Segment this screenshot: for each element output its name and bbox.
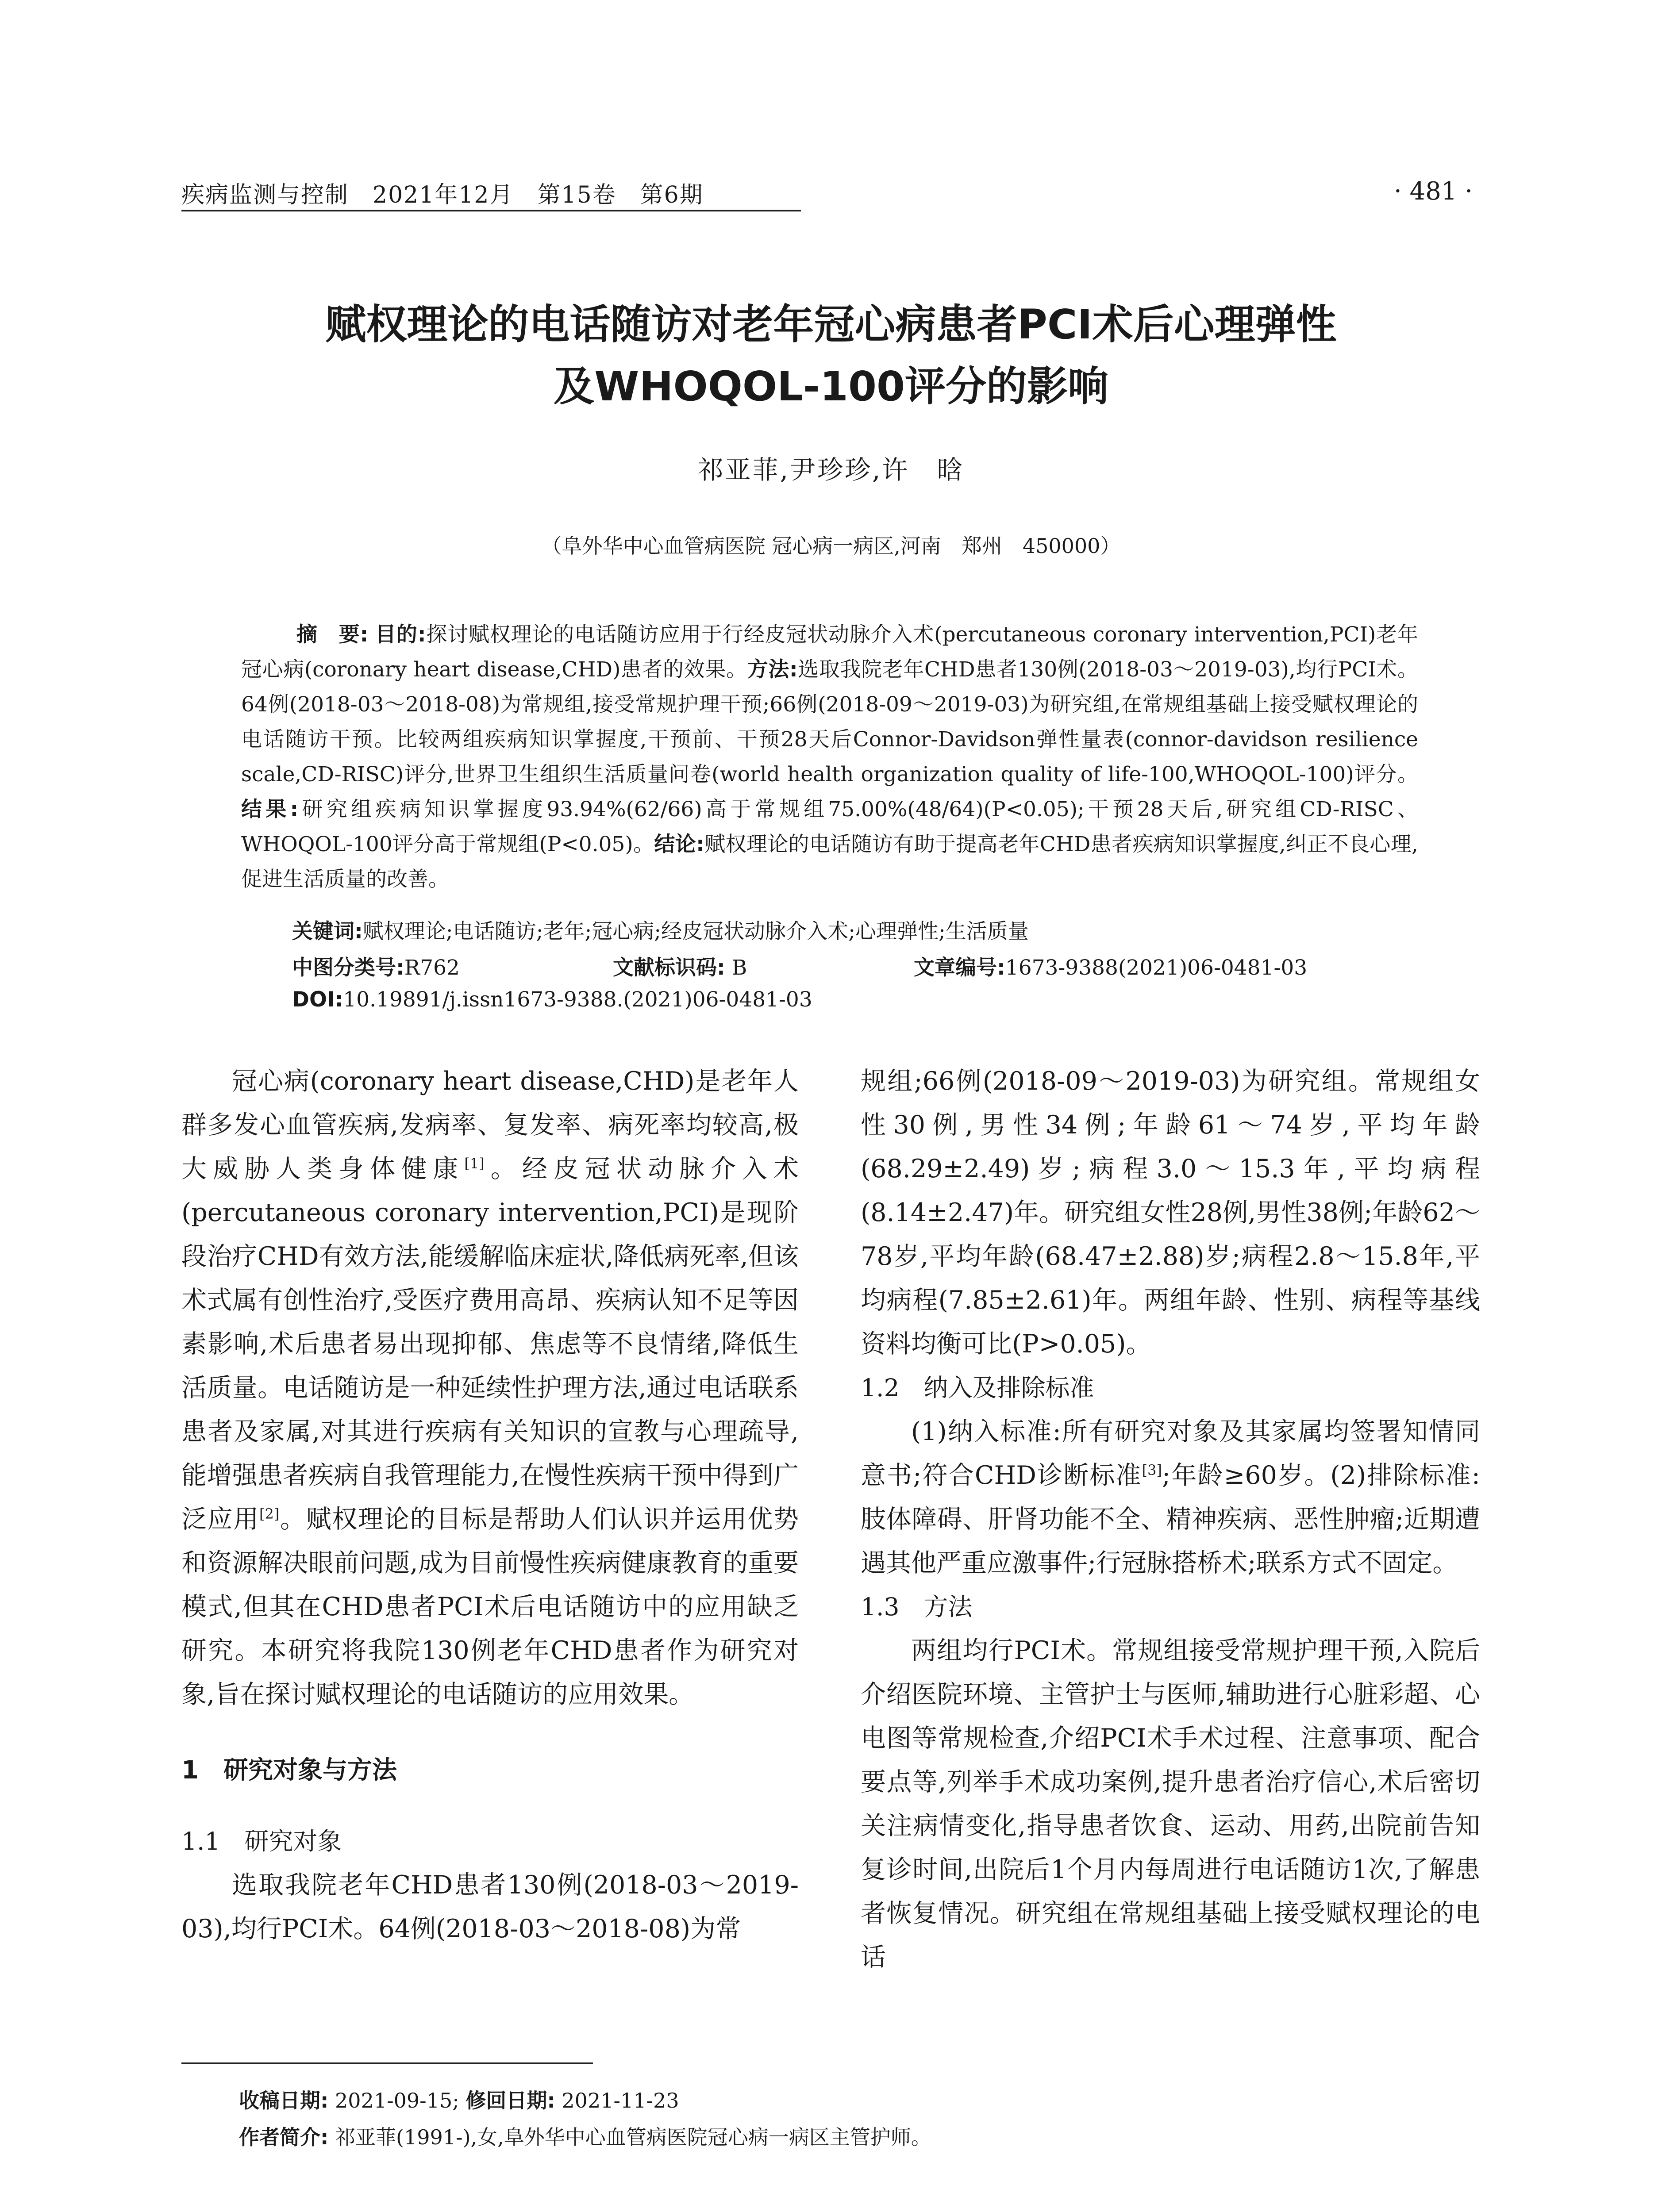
clc-value: R762: [404, 956, 460, 980]
doi-value: 10.19891/j.issn1673-9388.(2021)06-0481-03: [343, 987, 812, 1012]
section-1-2-heading: 1.2 纳入及排除标准: [861, 1374, 1094, 1402]
conclusion-text: 赋权理论的电话随访有助于提高老年CHD患者疾病知识掌握度,纠正不良心理,促进生活质量的改善。: [241, 832, 1418, 891]
citation-2[interactable]: [2]: [259, 1505, 280, 1522]
criteria-text-a: (1)纳入标准:所有研究对象及其家属均签署知情同意书;符合CHD诊断标准: [861, 1417, 1480, 1490]
clc-row: [292, 951, 460, 981]
citation-3[interactable]: [3]: [1142, 1462, 1162, 1479]
section-1-1-heading: 1.1 研究对象: [181, 1827, 342, 1855]
doi-label: DOI:: [292, 987, 343, 1012]
article-title-line2: 及WHOQOL-100评分的影响: [554, 363, 1108, 410]
results-label: 结果:: [241, 797, 299, 822]
section-1-heading: 1 研究对象与方法: [181, 1756, 397, 1785]
abstract-label: 摘 要:: [296, 622, 369, 647]
abstract: [241, 617, 1418, 897]
footnote-rule: [181, 2062, 593, 2064]
footnote-dates: [239, 2085, 679, 2114]
authors: 祁亚菲,尹珍珍,许 晗: [697, 455, 965, 485]
body-right-column: [861, 1060, 1480, 1979]
article-title-line1: 赋权理论的电话随访对老年冠心病患者PCI术后心理弹性: [325, 301, 1337, 348]
author-bio-label: 作者简介:: [239, 2125, 329, 2149]
doc-code-label: 文献标识码:: [613, 956, 725, 980]
received-label: 收稿日期:: [239, 2089, 329, 2112]
revised-date: 2021-11-23: [562, 2089, 679, 2112]
doc-code-row: [613, 951, 747, 981]
article-no-value: 1673-9388(2021)06-0481-03: [1005, 956, 1308, 980]
keywords-row: [292, 915, 1029, 945]
keywords-label: 关键词:: [292, 919, 363, 944]
journal-header: 疾病监测与控制 2021年12月 第15卷 第6期: [181, 182, 704, 208]
intro-paragraph: [181, 1060, 799, 1717]
body-left-column: [181, 1060, 799, 1951]
methods-label: 方法:: [747, 657, 798, 682]
author-bio: 祁亚菲(1991-),女,阜外华中心血管病医院冠心病一病区主管护师。: [335, 2125, 931, 2149]
subjects-paragraph: 选取我院老年CHD患者130例(2018-03～2019-03),均行PCI术。64例(2018-03～2018-08)为常: [181, 1870, 799, 1943]
subjects-continued: 规组;66例(2018-09～2019-03)为研究组。常规组女性30例,男性34例;年龄61～74岁,平均年龄(68.29±2.49)岁;病程3.0～15.3年,平均病程(8.14±2.47)年。研究组女性28例,男性38例;年龄62～78岁,平均年龄(68.47±2.88)岁;病程2.8～15.8年,平均病程(7.85±2.61)年。两组年龄、性别、病程等基线资料均衡可比(P>0.05)。: [861, 1067, 1480, 1359]
doi-row: [292, 987, 812, 1012]
received-date: 2021-09-15;: [335, 2089, 459, 2112]
citation-1[interactable]: [1]: [464, 1155, 485, 1172]
intro-text-a: 冠心病(coronary heart disease,CHD)是老年人群多发心血管疾病,发病率、复发率、病死率均较高,极大威胁人类身体健康: [181, 1067, 799, 1183]
conclusion-label: 结论:: [654, 832, 704, 856]
header-rule: [181, 210, 801, 211]
revised-label: 修回日期:: [466, 2089, 555, 2112]
section-1-3-heading: 1.3 方法: [861, 1593, 973, 1621]
methods-text: 选取我院老年CHD患者130例(2018-03～2019-03),均行PCI术。64例(2018-03～2018-08)为常规组,接受常规护理干预;66例(2018-09～2019-03)为研究组,在常规组基础上接受赋权理论的电话随访干预。比较两组疾病知识掌握度,干预前、干预28天后Connor-Davidson弹性量表(connor-davidson resilience scale,CD-RISC)评分,世界卫生组织生活质量问卷(world health organization quality of life-100,WHOQOL-100)评分。: [241, 657, 1419, 787]
keywords: 赋权理论;电话随访;老年;冠心病;经皮冠状动脉介入术;心理弹性;生活质量: [362, 919, 1029, 944]
results-text: 研究组疾病知识掌握度93.94%(62/66)高于常规组75.00%(48/64)(P<0.05);干预28天后,研究组CD-RISC、WHOQOL-100评分高于常规组(P<0.05)。: [241, 797, 1419, 856]
intro-text-c: 。赋权理论的目标是帮助人们认识并运用优势和资源解决眼前问题,成为目前慢性疾病健康教育的重要模式,但其在CHD患者PCI术后电话随访中的应用缺乏研究。本研究将我院130例老年CHD患者作为研究对象,旨在探讨赋权理论的电话随访的应用效果。: [181, 1505, 799, 1709]
objective-text: 探讨赋权理论的电话随访应用于行经皮冠状动脉介入术(percutaneous coronary intervention,PCI)老年冠心病(coronary heart disease,CHD)患者的效果。: [241, 622, 1418, 682]
criteria-text-b: ;年龄≥60岁。(2)排除标准:肢体障碍、肝肾功能不全、精神疾病、恶性肿瘤;近期遭遇其他严重应激事件;行冠脉搭桥术;联系方式不固定。: [861, 1461, 1480, 1578]
page-number: · 481 ·: [1394, 177, 1473, 206]
doc-code-value: B: [731, 956, 747, 980]
affiliation: （阜外华中心血管病医院 冠心病一病区,河南 郑州 450000）: [541, 534, 1121, 558]
objective-label: 目的:: [375, 622, 426, 647]
article-no-row: [914, 951, 1307, 981]
methods-paragraph: 两组均行PCI术。常规组接受常规护理干预,入院后介绍医院环境、主管护士与医师,辅助进行心脏彩超、心电图等常规检查,介绍PCI术手术过程、注意事项、配合要点等,列举手术成功案例,提升患者治疗信心,术后密切关注病情变化,指导患者饮食、运动、用药,出院前告知复诊时间,出院后1个月内每周进行电话随访1次,了解患者恢复情况。研究组在常规组基础上接受赋权理论的电话: [861, 1636, 1480, 1972]
criteria-paragraph: [861, 1410, 1480, 1585]
intro-text-b: 。经皮冠状动脉介入术(percutaneous coronary intervention,PCI)是现阶段治疗CHD有效方法,能缓解临床症状,降低病死率,但该术式属有创性治疗,受医疗费用高昂、疾病认知不足等因素影响,术后患者易出现抑郁、焦虑等不良情绪,降低生活质量。电话随访是一种延续性护理方法,通过电话联系患者及家属,对其进行疾病有关知识的宣教与心理疏导,能增强患者疾病自我管理能力,在慢性疾病干预中得到广泛应用: [181, 1154, 799, 1534]
article-no-label: 文章编号:: [914, 956, 1005, 980]
footnote-author: [239, 2121, 931, 2151]
clc-label: 中图分类号:: [292, 956, 404, 980]
